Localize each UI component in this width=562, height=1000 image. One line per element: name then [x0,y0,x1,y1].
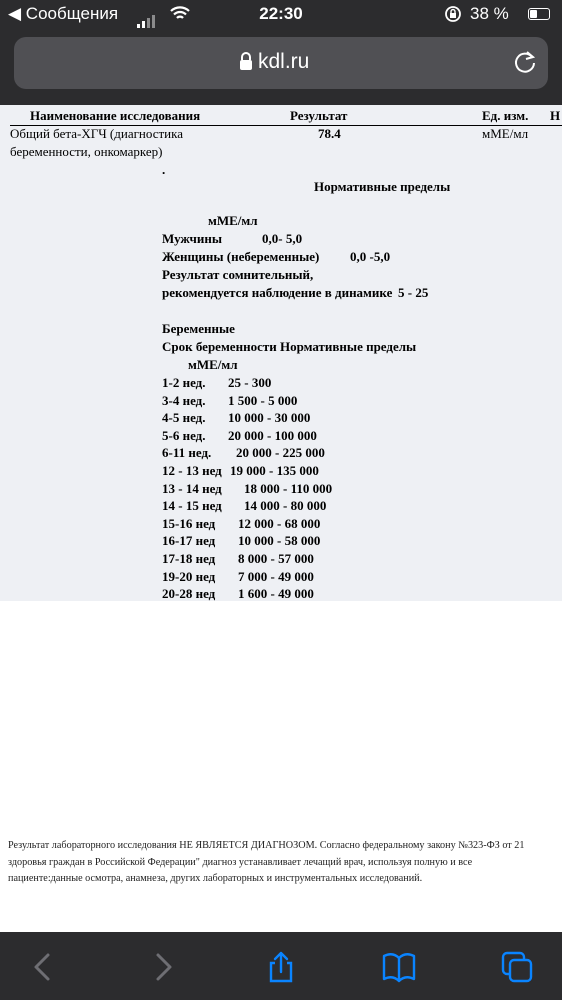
pregnancy-range: 20 000 - 225 000 [236,445,325,461]
doubtful-line2: рекомендуется наблюдение в динамике [162,285,393,300]
pregnancy-term: 4-5 нед. [162,410,206,426]
bookmarks-icon[interactable] [382,950,416,984]
browser-top-bar [0,0,562,105]
pregnancy-range: 20 000 - 100 000 [228,427,317,443]
pregnancy-range: 12 000 - 68 000 [238,515,321,531]
pregnancy-range: 8 000 - 57 000 [238,551,314,566]
disclaimer-line1: Результат лабораторного исследования НЕ ЯВЛЯЕТСЯ ДИАГНОЗОМ. Согласно федеральному закону №323-ФЗ от 21 [8,840,525,851]
reload-icon[interactable] [512,49,538,75]
men-label: Мужчины [162,231,222,246]
disclaimer-line2: здоровья граждан в Российской Федерации" диагноз устанавливает лечащий врач, используя полную и все [8,856,473,868]
pregnancy-term: 15-16 нед [162,515,216,531]
header-test-name: Наименование исследования [30,108,201,123]
pregnant-unit: мМЕ/мл [188,357,238,372]
pregnancy-range: 25 - 300 [228,375,272,390]
status-bar [0,0,562,30]
pregnancy-range: 10 000 - 30 000 [228,410,311,426]
pregnancy-term: 20-28 нед [162,586,216,601]
men-range: 0,0- 5,0 [262,231,303,246]
test-name-line1: Общий бета-ХГЧ (диагностика [10,126,184,141]
back-chevron-icon[interactable] [26,950,60,984]
pregnant-title: Беременные [162,321,235,336]
doubtful-range: 5 - 25 [398,285,429,300]
dot-mark: . [162,162,166,177]
women-label: Женщины (небеременные) [162,249,320,264]
clock: 22:30 [259,4,303,23]
pregnancy-term: 5-6 нед. [162,427,206,443]
forward-chevron-icon[interactable] [146,950,180,984]
pregnancy-range: 18 000 - 110 000 [244,480,333,496]
header-unit: Ед. изм. [482,108,529,123]
disclaimer-footer [8,838,562,888]
pregnancy-term: 1-2 нед. [162,375,206,390]
women-range: 0,0 -5,0 [350,249,391,264]
result-value: 78.4 [318,126,341,141]
lab-result-document [0,105,562,601]
test-name-line2: беременности, онкомаркер) [10,144,163,159]
doubtful-line1: Результат сомнительный, [162,267,314,282]
pregnancy-range: 14 000 - 80 000 [244,498,327,514]
url-text[interactable]: kdl.ru [258,50,310,73]
pregnancy-term: 16-17 нед [162,533,216,549]
battery-icon [528,8,550,20]
result-unit: мМЕ/мл [482,126,529,141]
pregnancy-term: 17-18 нед [162,551,216,566]
pregnancy-term: 12 - 13 нед [162,463,222,478]
battery-percentage: 38 % [470,4,509,23]
pregnancy-term: 3-4 нед. [162,392,206,408]
lock-icon [238,51,254,71]
pregnancy-term: 14 - 15 нед [162,498,222,514]
tabs-icon[interactable] [500,950,534,984]
pregnancy-term: 6-11 нед. [162,445,212,461]
reference-title: Нормативные пределы [314,179,451,194]
back-to-messages[interactable]: ◀ Сообщения [8,4,119,23]
pregnant-header: Срок беременности Нормативные пределы [162,339,417,354]
pregnancy-range: 10 000 - 58 000 [238,533,321,549]
pregnancy-range: 1 500 - 5 000 [228,392,298,408]
browser-toolbar [0,932,562,1000]
pregnancy-range: 7 000 - 49 000 [238,568,314,584]
address-bar[interactable] [14,37,548,89]
pregnancy-range: 1 600 - 49 000 [238,586,314,601]
header-result: Результат [290,108,348,123]
disclaimer-line3: пациенте:данные осмотра, анамнеза, других лабораторных и инструментальных исследований. [8,873,423,884]
pregnancy-range: 19 000 - 135 000 [230,463,319,478]
header-norm: Н [550,108,561,123]
pregnancy-term: 19-20 нед [162,568,216,584]
share-icon[interactable] [264,950,298,984]
reference-unit: мМЕ/мл [208,213,258,228]
pregnancy-term: 13 - 14 нед [162,480,222,496]
rotation-lock-icon [444,5,462,28]
